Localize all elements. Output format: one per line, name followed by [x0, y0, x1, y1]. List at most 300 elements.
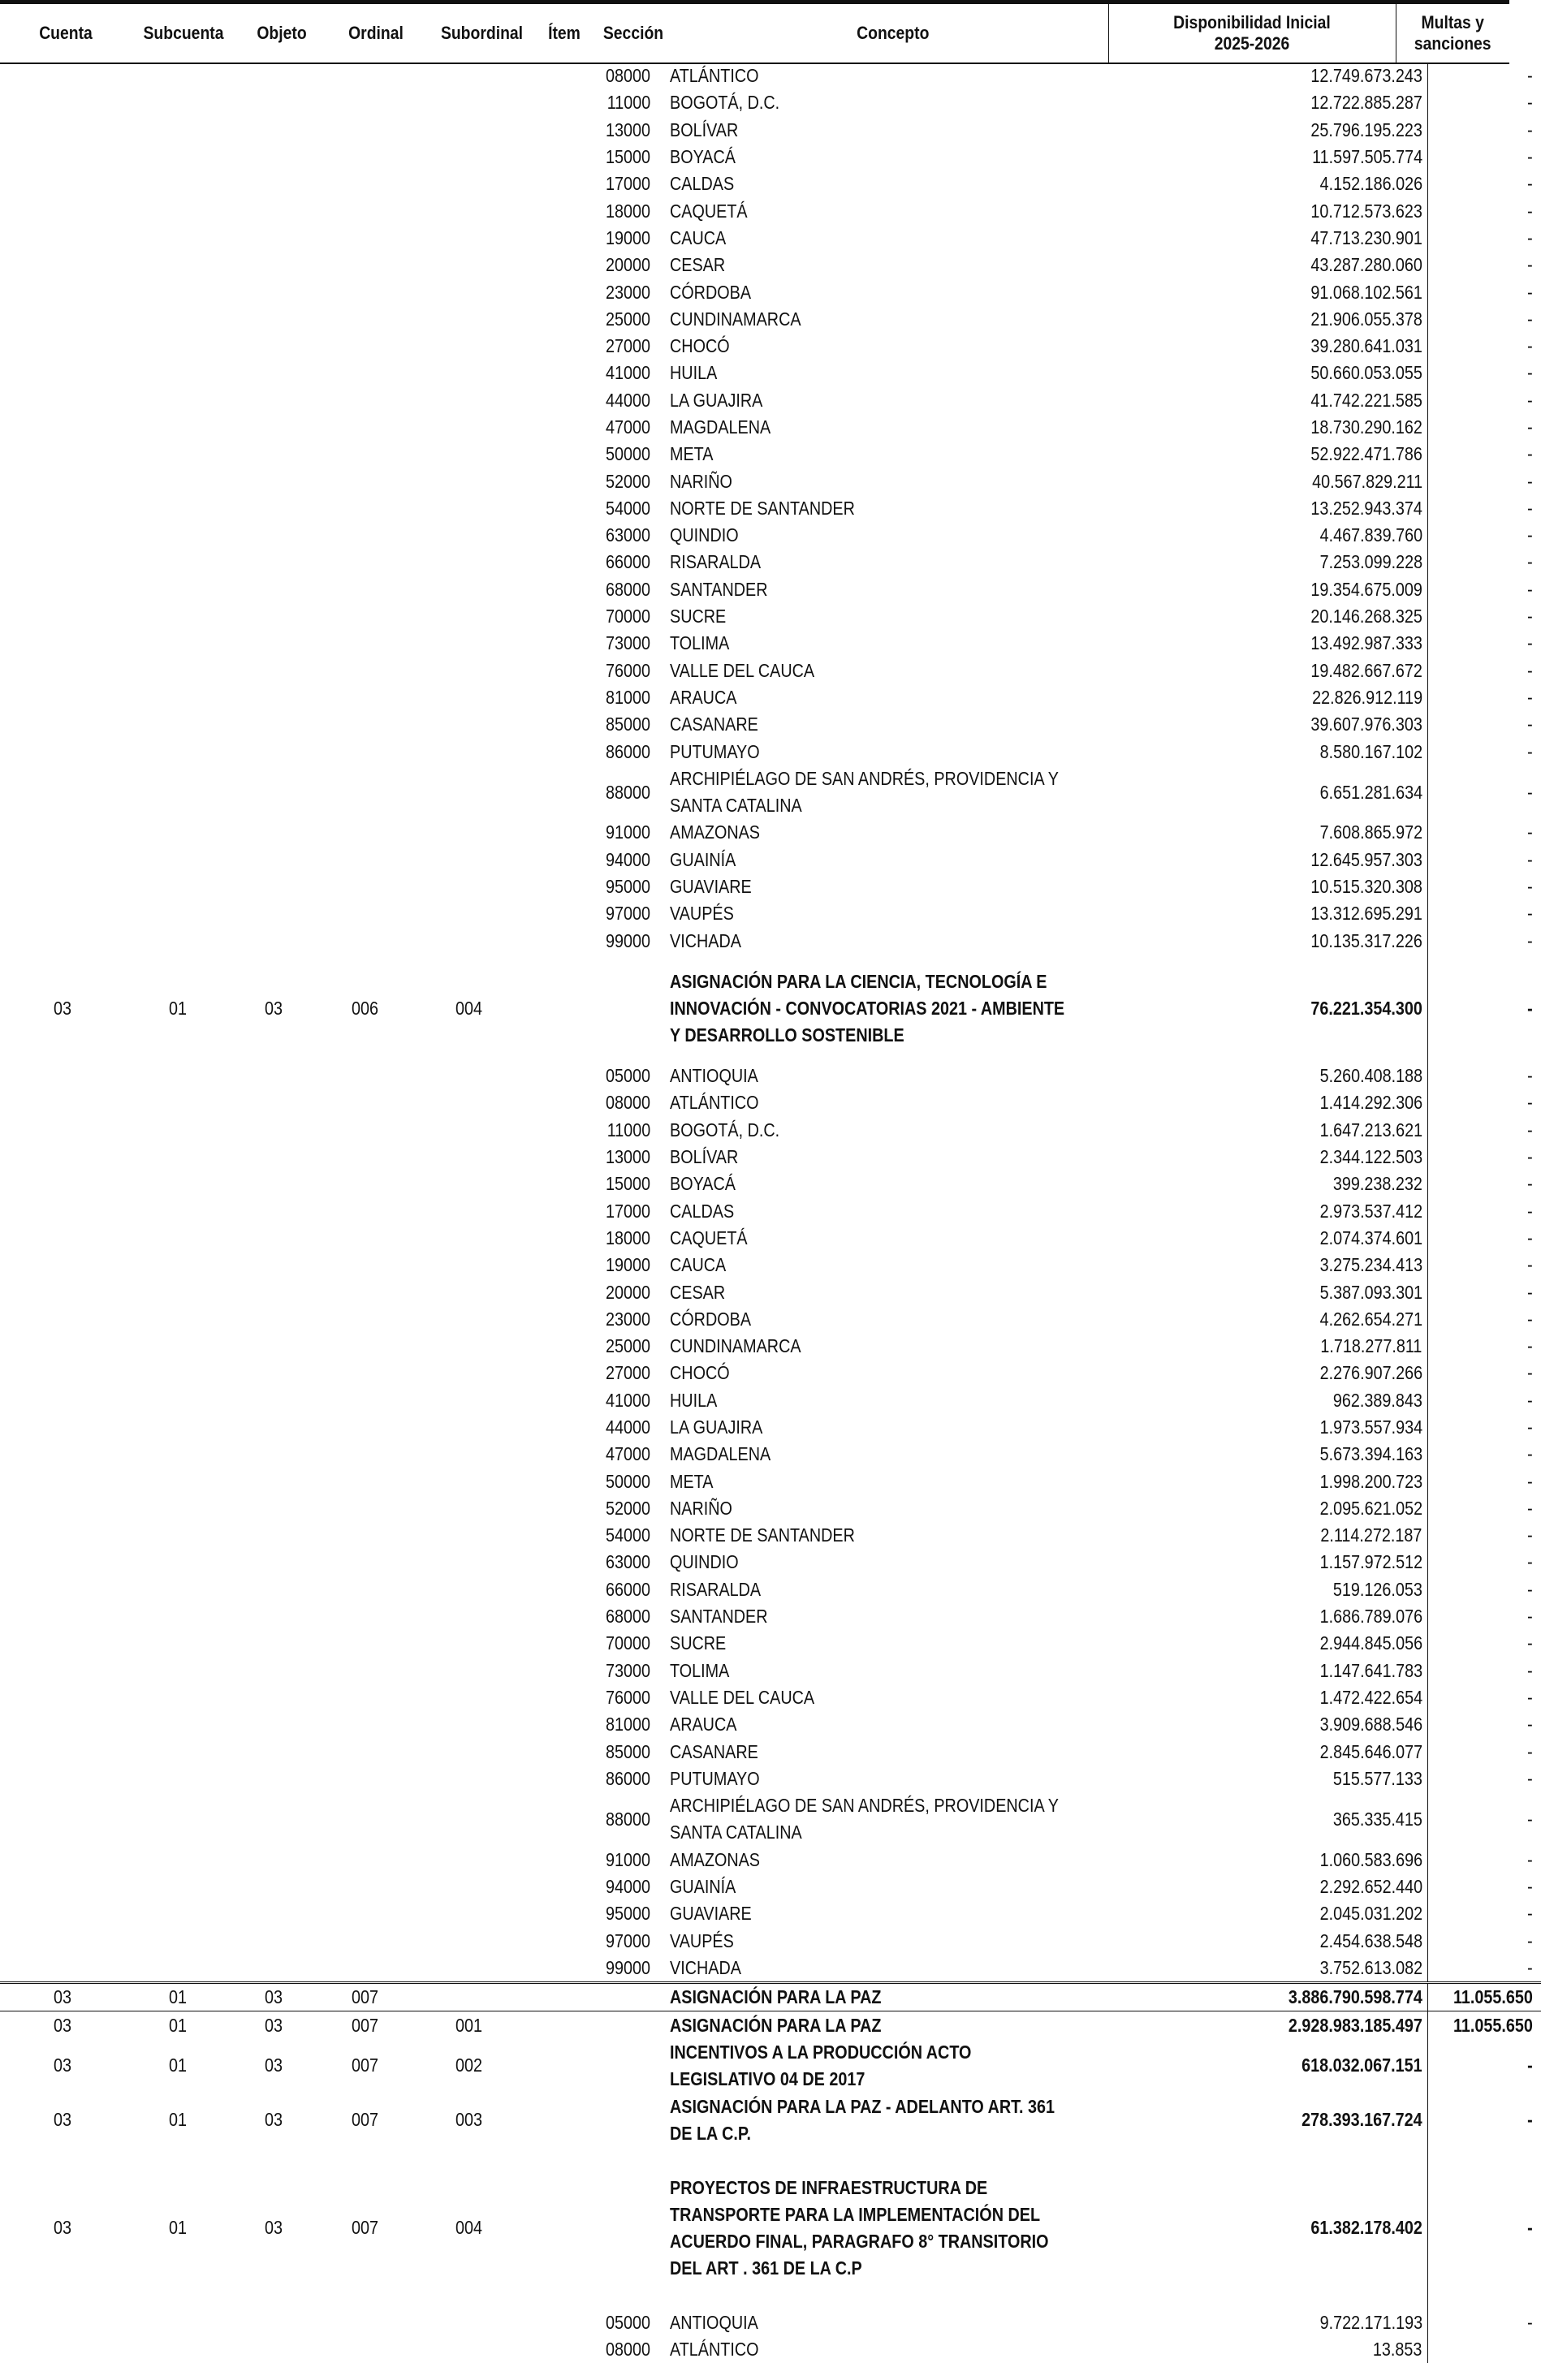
cell-item: [528, 414, 575, 441]
cell-ordinal: [320, 576, 414, 603]
cell-concepto-text: LA GUAJIRA: [670, 389, 763, 411]
cell-concepto: [663, 1738, 1144, 1765]
cell-subordinal: [414, 1983, 528, 2011]
cell-concepto: [663, 252, 1144, 278]
cell-disponibilidad: [1144, 252, 1427, 278]
cell-subcuenta: [128, 1873, 230, 1900]
cell-multas-text: -: [1527, 1443, 1533, 1465]
cell-item: [528, 1306, 575, 1333]
cell-disponibilidad: [1144, 2147, 1427, 2309]
cell-concepto-text: BOYACÁ: [670, 146, 736, 168]
cell-concepto-text: CAQUETÁ: [670, 200, 748, 222]
cell-multas-text: -: [1527, 606, 1533, 627]
cell-disponibilidad-text: 2.045.031.202: [1319, 1903, 1422, 1925]
cell-item: [528, 1630, 575, 1657]
cell-disponibilidad: [1144, 1549, 1427, 1576]
cell-ordinal: [320, 2093, 414, 2147]
cell-multas-text: -: [1527, 1065, 1533, 1087]
table-row: [0, 1576, 1541, 1603]
cell-objeto: [230, 2309, 320, 2336]
cell-objeto: [230, 765, 320, 820]
cell-concepto: [663, 1927, 1144, 1954]
cell-ordinal: [320, 549, 414, 576]
cell-subcuenta: [128, 1441, 230, 1468]
cell-multas-text: -: [1527, 1524, 1533, 1546]
table-row: [0, 1171, 1541, 1197]
cell-subordinal: [414, 1414, 528, 1441]
cell-cuenta: [0, 603, 128, 630]
cell-objeto-text: 03: [264, 2109, 283, 2131]
cell-disponibilidad: [1144, 1252, 1427, 1278]
cell-ordinal: [320, 1414, 414, 1441]
cell-ordinal: [320, 1576, 414, 1603]
cell-seccion: [575, 2011, 663, 2039]
cell-ordinal: [320, 1117, 414, 1144]
cell-ordinal: [320, 955, 414, 1063]
cell-multas: [1427, 1847, 1541, 1873]
cell-disponibilidad: [1144, 468, 1427, 494]
cell-disponibilidad-text: 6.651.281.634: [1319, 781, 1422, 803]
cell-seccion: [575, 468, 663, 494]
cell-cuenta: [0, 1603, 128, 1630]
cell-multas-text: -: [1527, 1686, 1533, 1708]
cell-multas: [1427, 414, 1541, 441]
cell-item: [528, 252, 575, 278]
cell-cuenta: [0, 1684, 128, 1711]
cell-objeto: [230, 1360, 320, 1386]
header-multas: [1402, 2, 1502, 64]
cell-disponibilidad: [1144, 873, 1427, 900]
cell-subordinal: [414, 1306, 528, 1333]
cell-objeto: [230, 170, 320, 197]
cell-subcuenta: [128, 1900, 230, 1927]
cell-disponibilidad-text: 519.126.053: [1332, 1578, 1422, 1600]
cell-disponibilidad-text: 22.826.912.119: [1311, 686, 1422, 708]
cell-seccion: [575, 1711, 663, 1738]
cell-item: [528, 603, 575, 630]
table-row: [0, 360, 1541, 386]
cell-concepto: [663, 144, 1144, 170]
cell-item: [528, 522, 575, 549]
table-row: [0, 1847, 1541, 1873]
cell-subcuenta: [128, 1495, 230, 1522]
cell-cuenta: [0, 1983, 128, 2011]
cell-seccion-text: 63000: [606, 524, 651, 546]
table-row: [0, 1983, 1541, 2011]
cell-seccion-text: 41000: [606, 362, 651, 384]
cell-subcuenta: [128, 955, 230, 1063]
cell-objeto: [230, 360, 320, 386]
cell-multas: [1427, 603, 1541, 630]
table-row: [0, 1522, 1541, 1549]
table-row: [0, 2039, 1541, 2093]
cell-concepto: [663, 2309, 1144, 2336]
cell-cuenta: [0, 1522, 128, 1549]
table-row: [0, 1900, 1541, 1927]
cell-concepto: [663, 1144, 1144, 1171]
cell-concepto-text: CUNDINAMARCA: [670, 308, 801, 330]
cell-seccion-text: 99000: [606, 1956, 651, 1978]
cell-item: [528, 738, 575, 765]
cell-multas: [1427, 928, 1541, 955]
cell-objeto-text: 03: [264, 2054, 283, 2076]
cell-concepto-text: RISARALDA: [670, 551, 762, 573]
cell-disponibilidad-text: 5.673.394.163: [1319, 1443, 1422, 1465]
cell-cuenta: [0, 2147, 128, 2309]
cell-objeto: [230, 1738, 320, 1765]
cell-ordinal: [320, 1983, 414, 2011]
cell-disponibilidad: [1144, 495, 1427, 522]
cell-disponibilidad-text: 41.742.221.585: [1310, 389, 1422, 411]
cell-disponibilidad: [1144, 117, 1427, 144]
cell-cuenta: [0, 1387, 128, 1414]
cell-multas-text: -: [1527, 146, 1533, 168]
cell-item: [528, 1197, 575, 1224]
cell-ordinal: [320, 414, 414, 441]
cell-concepto-text: GUAVIARE: [670, 876, 752, 898]
cell-disponibilidad-text: 4.152.186.026: [1319, 173, 1422, 195]
cell-concepto-text: ASIGNACIÓN PARA LA PAZ: [670, 1986, 882, 2008]
cell-subordinal: [414, 1144, 528, 1171]
cell-ordinal: [320, 2336, 414, 2363]
cell-concepto: [663, 900, 1144, 927]
cell-disponibilidad: [1144, 847, 1427, 873]
cell-disponibilidad: [1144, 170, 1427, 197]
cell-seccion: [575, 1117, 663, 1144]
cell-seccion-text: 27000: [606, 335, 651, 357]
cell-item: [528, 900, 575, 927]
cell-item: [528, 576, 575, 603]
cell-seccion: [575, 278, 663, 305]
cell-subcuenta: [128, 333, 230, 360]
cell-objeto: [230, 306, 320, 333]
cell-subordinal: [414, 1603, 528, 1630]
cell-concepto-text: NORTE DE SANTANDER: [670, 1524, 856, 1546]
cell-disponibilidad-text: 2.454.638.548: [1319, 1929, 1422, 1951]
cell-multas: [1427, 1089, 1541, 1116]
cell-concepto-text: ASIGNACIÓN PARA LA PAZ - ADELANTO ART. 361 DE LA C.P.: [670, 2095, 1055, 2144]
cell-item: [528, 2309, 575, 2336]
cell-subordinal: [414, 1468, 528, 1494]
cell-multas-text: -: [1527, 308, 1533, 330]
cell-subordinal: [414, 1197, 528, 1224]
table-row: [0, 1360, 1541, 1386]
cell-disponibilidad-text: 1.414.292.306: [1319, 1092, 1422, 1114]
cell-seccion-text: 47000: [606, 416, 651, 438]
cell-subordinal: [414, 117, 528, 144]
cell-seccion-text: 23000: [606, 281, 651, 303]
cell-concepto: [663, 63, 1144, 89]
cell-disponibilidad-text: 618.032.067.151: [1301, 2054, 1422, 2076]
cell-item: [528, 1549, 575, 1576]
cell-cuenta: [0, 117, 128, 144]
cell-concepto: [663, 1630, 1144, 1657]
cell-objeto: [230, 1414, 320, 1441]
cell-subordinal: [414, 1873, 528, 1900]
cell-item: [528, 1333, 575, 1360]
cell-seccion-text: 27000: [606, 1362, 651, 1384]
cell-item: [528, 1900, 575, 1927]
cell-ordinal: [320, 1684, 414, 1711]
cell-cuenta-text: 03: [54, 1986, 72, 2008]
cell-subordinal: [414, 89, 528, 116]
cell-multas: [1427, 252, 1541, 278]
cell-multas: [1427, 197, 1541, 224]
cell-concepto-text: CAUCA: [670, 1254, 727, 1276]
cell-concepto: [663, 1549, 1144, 1576]
cell-concepto-text: ASIGNACIÓN PARA LA PAZ: [670, 2014, 882, 2036]
cell-multas: [1427, 658, 1541, 684]
cell-item: [528, 1414, 575, 1441]
cell-multas: [1427, 278, 1541, 305]
cell-objeto: [230, 2011, 320, 2039]
cell-seccion-text: 17000: [606, 173, 651, 195]
cell-disponibilidad: [1144, 1927, 1427, 1954]
cell-subordinal: [414, 387, 528, 414]
cell-disponibilidad-text: 1.472.422.654: [1319, 1686, 1422, 1708]
cell-cuenta: [0, 1360, 128, 1386]
cell-concepto: [663, 360, 1144, 386]
cell-multas: [1427, 1766, 1541, 1792]
cell-cuenta-text: 03: [54, 2014, 72, 2036]
cell-multas: [1427, 170, 1541, 197]
cell-subcuenta: [128, 1278, 230, 1305]
cell-seccion-text: 81000: [606, 1714, 651, 1735]
cell-objeto: [230, 549, 320, 576]
cell-objeto: [230, 847, 320, 873]
cell-disponibilidad-text: 20.146.268.325: [1310, 606, 1422, 627]
cell-disponibilidad-text: 2.276.907.266: [1319, 1362, 1422, 1384]
cell-seccion: [575, 549, 663, 576]
cell-item: [528, 495, 575, 522]
cell-concepto: [663, 414, 1144, 441]
cell-concepto: [663, 306, 1144, 333]
cell-disponibilidad: [1144, 1983, 1427, 2011]
cell-seccion: [575, 1144, 663, 1171]
header-item: Ítem: [543, 2, 586, 64]
cell-concepto: [663, 1197, 1144, 1224]
cell-multas: [1427, 2039, 1541, 2093]
cell-ordinal: [320, 1144, 414, 1171]
table-row: [0, 1387, 1541, 1414]
cell-disponibilidad-text: 1.686.789.076: [1319, 1606, 1422, 1628]
cell-concepto-text: VAUPÉS: [670, 903, 735, 925]
cell-multas: [1427, 1549, 1541, 1576]
cell-subcuenta: [128, 900, 230, 927]
cell-ordinal: [320, 1197, 414, 1224]
cell-ordinal: [320, 1171, 414, 1197]
cell-ordinal: [320, 225, 414, 252]
cell-seccion: [575, 252, 663, 278]
table-row: [0, 684, 1541, 711]
cell-disponibilidad-text: 40.567.829.211: [1311, 470, 1422, 492]
cell-ordinal: [320, 1549, 414, 1576]
cell-cuenta: [0, 1414, 128, 1441]
cell-multas-text: -: [1527, 1416, 1533, 1438]
cell-objeto: [230, 522, 320, 549]
cell-item: [528, 1873, 575, 1900]
cell-multas: [1427, 1063, 1541, 1089]
cell-seccion-text: 68000: [606, 578, 651, 600]
cell-multas-text: -: [1527, 1389, 1533, 1411]
cell-disponibilidad: [1144, 684, 1427, 711]
cell-concepto: [663, 1117, 1144, 1144]
cell-concepto: [663, 1089, 1144, 1116]
cell-seccion: [575, 144, 663, 170]
cell-subordinal: [414, 1576, 528, 1603]
cell-multas-text: -: [1527, 876, 1533, 898]
cell-subcuenta: [128, 658, 230, 684]
cell-subordinal: [414, 1549, 528, 1576]
cell-concepto-text: CAUCA: [670, 226, 727, 248]
cell-objeto: [230, 819, 320, 846]
cell-objeto: [230, 441, 320, 468]
cell-subordinal: [414, 495, 528, 522]
cell-concepto-text: PUTUMAYO: [670, 1767, 760, 1789]
cell-cuenta-text: 03: [54, 2054, 72, 2076]
cell-cuenta: [0, 576, 128, 603]
cell-disponibilidad: [1144, 1684, 1427, 1711]
cell-objeto: [230, 414, 320, 441]
cell-seccion: [575, 1197, 663, 1224]
cell-subcuenta: [128, 765, 230, 820]
cell-seccion-text: 85000: [606, 714, 651, 735]
cell-ordinal: [320, 1711, 414, 1738]
cell-disponibilidad-text: 399.238.232: [1332, 1173, 1422, 1195]
cell-seccion: [575, 1684, 663, 1711]
cell-multas-text: -: [1527, 1956, 1533, 1978]
cell-objeto: [230, 63, 320, 89]
cell-seccion-text: 54000: [606, 1524, 651, 1546]
cell-multas: [1427, 1278, 1541, 1305]
cell-ordinal: [320, 900, 414, 927]
cell-concepto: [663, 1360, 1144, 1386]
cell-subcuenta: [128, 576, 230, 603]
cell-subcuenta: [128, 1333, 230, 1360]
cell-concepto: [663, 1278, 1144, 1305]
cell-cuenta: [0, 1117, 128, 1144]
cell-multas-text: -: [1527, 65, 1533, 87]
cell-cuenta: [0, 1549, 128, 1576]
cell-disponibilidad-text: 1.157.972.512: [1319, 1551, 1422, 1573]
cell-seccion: [575, 1630, 663, 1657]
cell-seccion-text: 20000: [606, 254, 651, 276]
cell-disponibilidad: [1144, 1197, 1427, 1224]
cell-cuenta: [0, 333, 128, 360]
table-row: [0, 414, 1541, 441]
cell-ordinal: [320, 1927, 414, 1954]
cell-seccion: [575, 847, 663, 873]
cell-multas: [1427, 1711, 1541, 1738]
cell-multas-text: -: [1527, 781, 1533, 803]
cell-concepto: [663, 1900, 1144, 1927]
cell-multas: [1427, 468, 1541, 494]
cell-disponibilidad-text: 19.482.667.672: [1310, 659, 1422, 681]
table-row: [0, 1414, 1541, 1441]
cell-objeto: [230, 89, 320, 116]
cell-subcuenta: [128, 1658, 230, 1684]
cell-multas-text: -: [1527, 903, 1533, 925]
cell-disponibilidad: [1144, 1603, 1427, 1630]
cell-subcuenta: [128, 738, 230, 765]
cell-item: [528, 1252, 575, 1278]
cell-subcuenta: [128, 684, 230, 711]
cell-concepto: [663, 2093, 1144, 2147]
cell-subcuenta: [128, 2039, 230, 2093]
cell-seccion: [575, 1792, 663, 1847]
cell-disponibilidad-text: 278.393.167.724: [1301, 2109, 1422, 2131]
cell-subordinal: [414, 2336, 528, 2363]
cell-objeto: [230, 873, 320, 900]
cell-multas: [1427, 1900, 1541, 1927]
cell-disponibilidad: [1144, 1306, 1427, 1333]
cell-concepto: [663, 658, 1144, 684]
cell-objeto: [230, 711, 320, 738]
cell-multas-text: -: [1527, 659, 1533, 681]
cell-concepto: [663, 1063, 1144, 1089]
cell-seccion-text: 63000: [606, 1551, 651, 1573]
cell-multas: [1427, 1360, 1541, 1386]
cell-multas-text: -: [1527, 1200, 1533, 1222]
cell-concepto-text: BOLÍVAR: [670, 1146, 739, 1168]
cell-multas: [1427, 2147, 1541, 2309]
cell-cuenta: [0, 1873, 128, 1900]
cell-subcuenta: [128, 928, 230, 955]
cell-multas-text: -: [1527, 714, 1533, 735]
header-disponibilidad-line1: Disponibilidad Inicial: [1173, 12, 1331, 32]
cell-multas: [1427, 1955, 1541, 1983]
cell-objeto: [230, 684, 320, 711]
cell-subcuenta: [128, 225, 230, 252]
cell-cuenta: [0, 2093, 128, 2147]
header-disponibilidad-line2: 2025-2026: [1214, 33, 1290, 54]
cell-item: [528, 2147, 575, 2309]
cell-seccion: [575, 1522, 663, 1549]
cell-seccion-text: 44000: [606, 1416, 651, 1438]
cell-subcuenta: [128, 2336, 230, 2363]
cell-seccion-text: 13000: [606, 119, 651, 140]
cell-multas: [1427, 1630, 1541, 1657]
cell-ordinal: [320, 89, 414, 116]
cell-seccion-text: 95000: [606, 876, 651, 898]
cell-seccion: [575, 576, 663, 603]
cell-disponibilidad: [1144, 63, 1427, 89]
cell-concepto-text: ARCHIPIÉLAGO DE SAN ANDRÉS, PROVIDENCIA Y SANTA CATALINA: [670, 768, 1059, 817]
cell-item: [528, 117, 575, 144]
cell-multas: [1427, 900, 1541, 927]
cell-disponibilidad-text: 76.221.354.300: [1310, 997, 1422, 1019]
cell-item: [528, 225, 575, 252]
cell-seccion-text: 05000: [606, 1065, 651, 1087]
cell-disponibilidad: [1144, 900, 1427, 927]
cell-seccion-text: 52000: [606, 470, 651, 492]
cell-disponibilidad: [1144, 955, 1427, 1063]
cell-cuenta: [0, 630, 128, 657]
cell-ordinal: [320, 522, 414, 549]
cell-concepto: [663, 1603, 1144, 1630]
cell-subcuenta-text: 01: [168, 2109, 187, 2131]
cell-disponibilidad: [1144, 522, 1427, 549]
cell-ordinal: [320, 1333, 414, 1360]
cell-cuenta: [0, 468, 128, 494]
cell-disponibilidad: [1144, 738, 1427, 765]
cell-seccion: [575, 1983, 663, 2011]
cell-subcuenta: [128, 1387, 230, 1414]
cell-concepto: [663, 765, 1144, 820]
cell-seccion: [575, 630, 663, 657]
cell-subcuenta: [128, 1063, 230, 1089]
cell-seccion: [575, 2093, 663, 2147]
